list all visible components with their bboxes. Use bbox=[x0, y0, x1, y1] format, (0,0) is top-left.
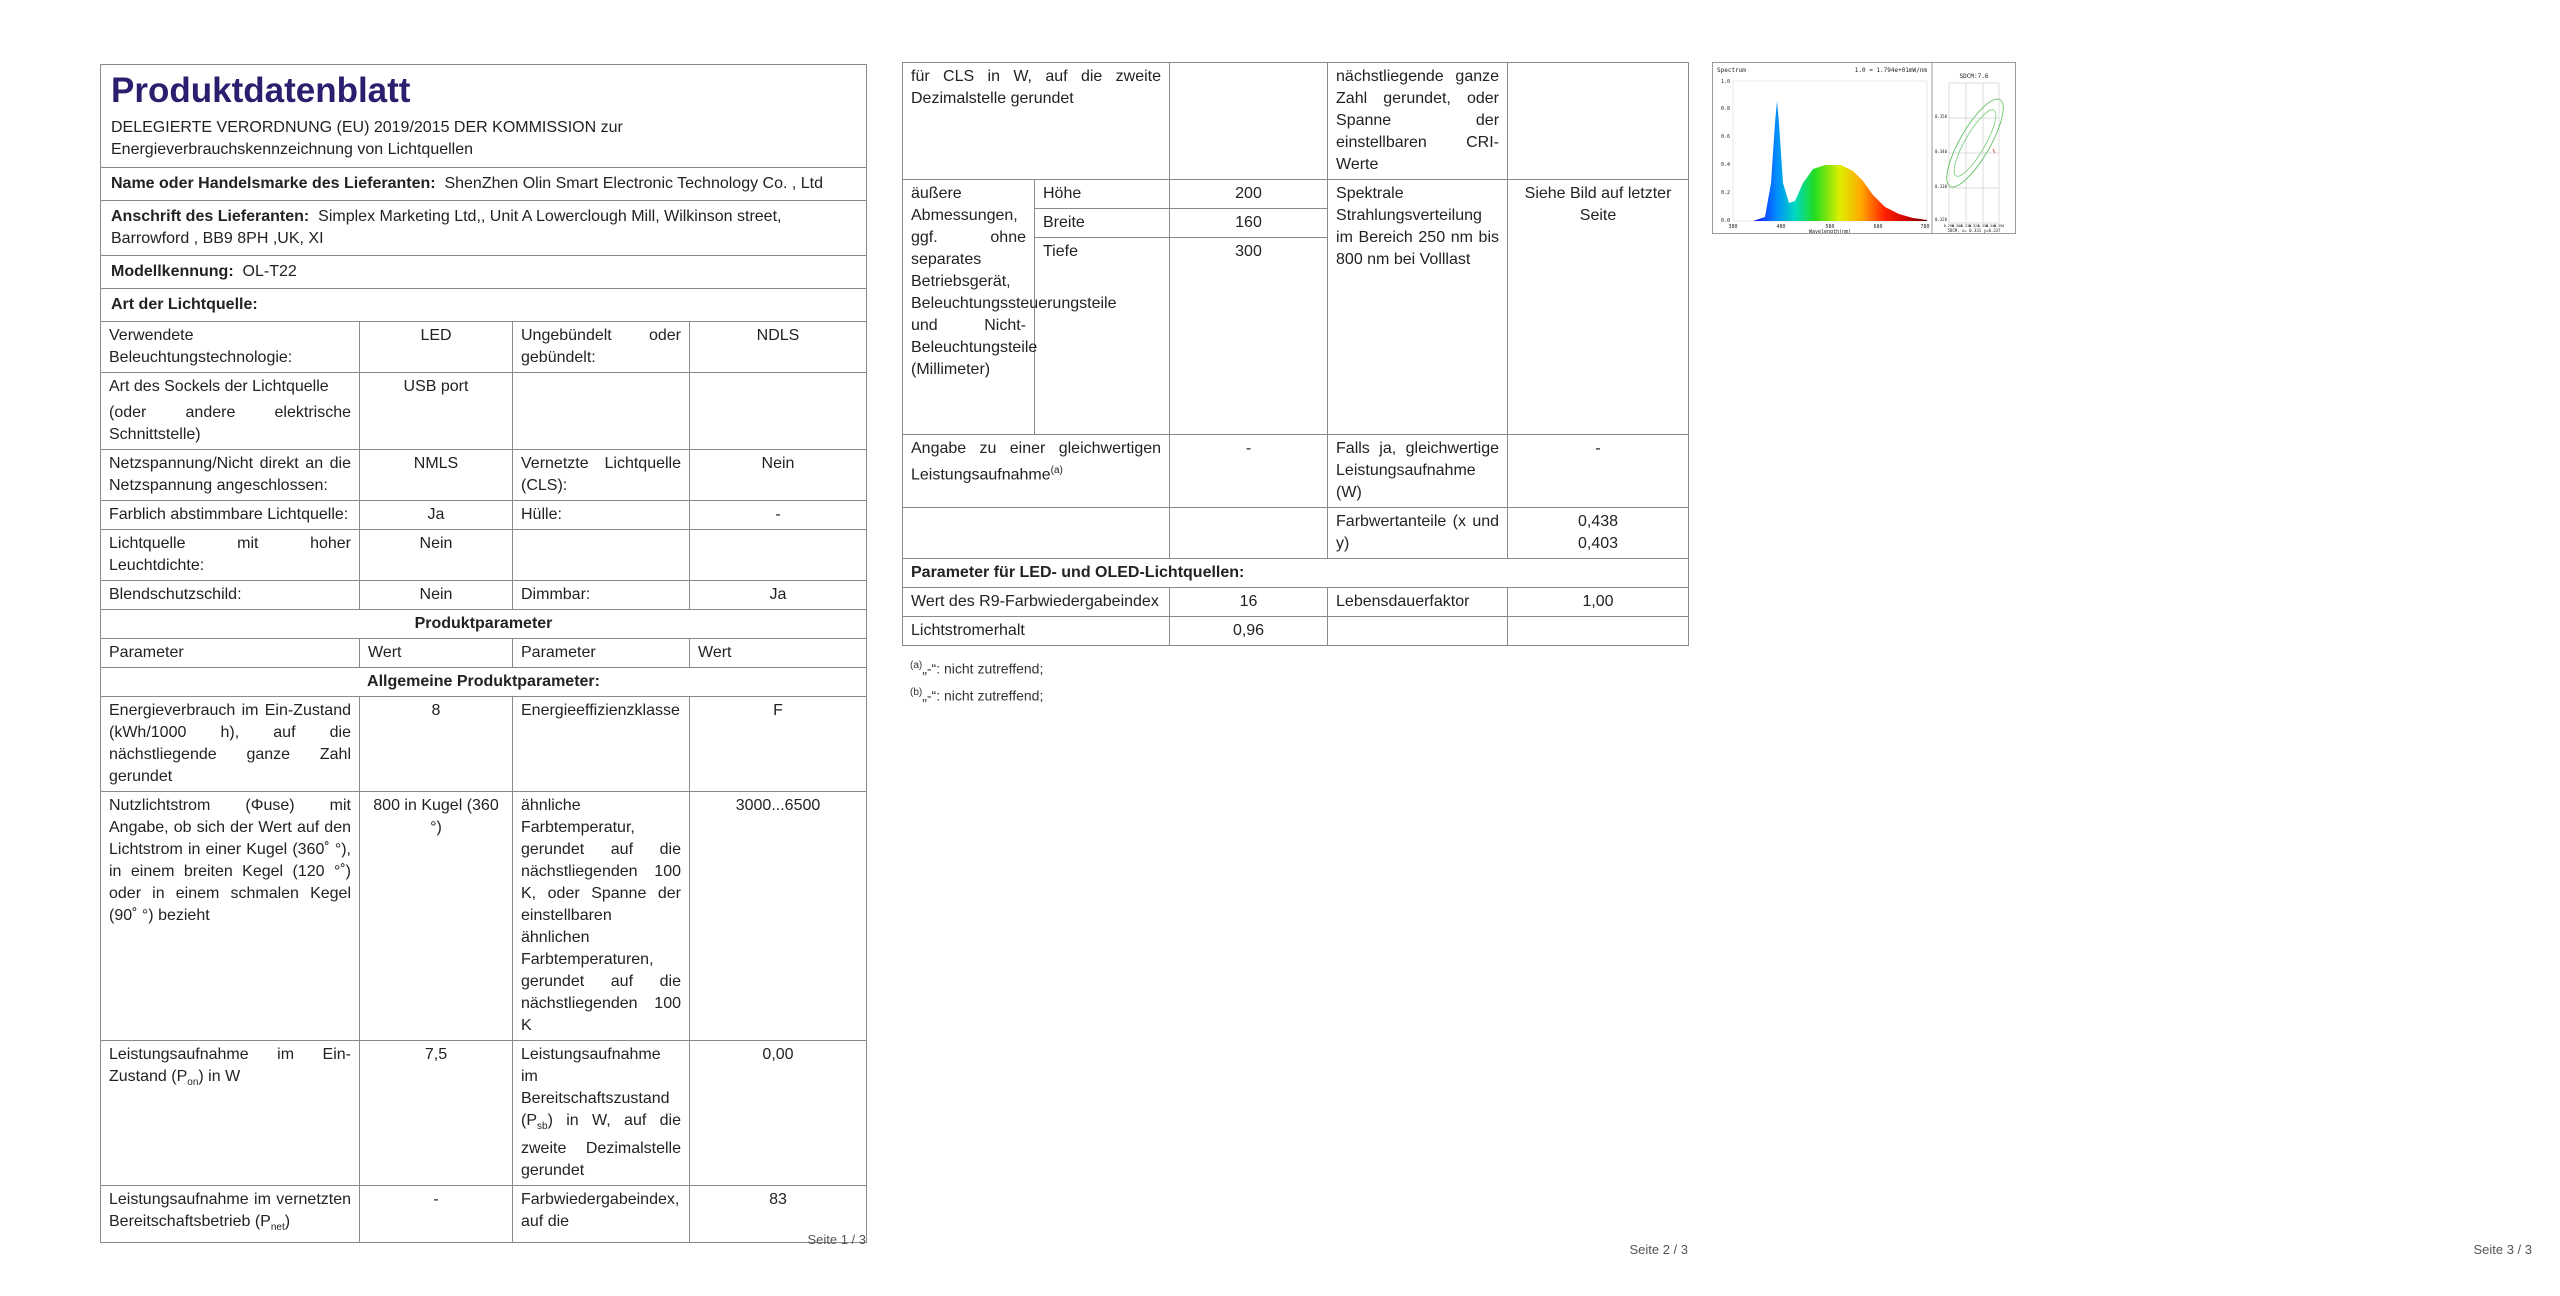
header-cell bbox=[101, 65, 867, 168]
cie-caption: 5DCM, x= 0.331 y=0.337 bbox=[1947, 228, 2001, 233]
cie-x-tick: 0.330 bbox=[1977, 224, 1989, 228]
page-3 bbox=[1712, 0, 2532, 1296]
chromaticity-label: Farbwertanteile (x und y) bbox=[1328, 508, 1508, 559]
empty-cell bbox=[1170, 508, 1328, 559]
depth-value: 300 bbox=[1170, 238, 1328, 435]
cls-label: Vernetzte Lichtquelle (CLS): bbox=[513, 450, 690, 501]
page-number: Seite 1 / 3 bbox=[807, 1232, 866, 1247]
power-standby-label bbox=[513, 1041, 690, 1186]
empty-cell bbox=[1508, 617, 1689, 646]
cls-value: Nein bbox=[690, 450, 867, 501]
power-standby-label-unit: ) in W, auf die zweite Dezimalstelle gerundet bbox=[521, 1112, 681, 1180]
datasheet-table-page-1 bbox=[100, 64, 867, 1243]
efficiency-class-value: F bbox=[690, 697, 867, 792]
cie-y-ticks bbox=[1935, 114, 1948, 222]
y-tick: 0.8 bbox=[1720, 106, 1730, 112]
color-tunable-value: Ja bbox=[360, 501, 513, 530]
tech-value: LED bbox=[360, 322, 513, 373]
cri-label: Farbwiedergabeindex, auf die bbox=[513, 1186, 690, 1243]
spectrum-readout: 1.0 = 1.794e+01mW/nm bbox=[1854, 67, 1927, 74]
energy-on-value: 8 bbox=[360, 697, 513, 792]
empty-cell bbox=[1508, 63, 1689, 180]
cri-value: 83 bbox=[690, 1186, 867, 1243]
y-tick: 0.0 bbox=[1720, 218, 1730, 224]
equivalent-power-value: - bbox=[1170, 435, 1328, 508]
socket-label-line2: (oder andere elektrische Schnittstelle) bbox=[109, 404, 351, 443]
footnotes bbox=[910, 656, 1043, 705]
footnote-b-mark: (b) bbox=[910, 686, 923, 698]
socket-value: USB port bbox=[360, 373, 513, 450]
supplier-row bbox=[101, 168, 867, 201]
lumen-maintenance-label: Lichtstromerhalt bbox=[903, 617, 1170, 646]
power-on-value: 7,5 bbox=[360, 1041, 513, 1186]
regulation-subtitle: DELEGIERTE VERORDNUNG (EU) 2019/2015 DER KOMMISSION zur Energieverbrauchskennzeichnung von Lichtquellen bbox=[111, 119, 623, 158]
general-params-heading: Allgemeine Produktparameter: bbox=[101, 668, 867, 697]
cie-y-tick: 0.350 bbox=[1934, 114, 1947, 119]
y-tick: 0.6 bbox=[1720, 134, 1730, 140]
cie-x-tick: 0.310 bbox=[1960, 224, 1972, 228]
power-on-subscript: on bbox=[187, 1077, 199, 1089]
y-tick: 0.2 bbox=[1720, 190, 1730, 196]
power-networked-label-text: Leistungsaufnahme im vernetzten Bereitschaftsbetrieb (P bbox=[109, 1191, 351, 1231]
power-networked-label bbox=[101, 1186, 360, 1243]
footnote-b-text: „-“: nicht zutreffend; bbox=[922, 687, 1044, 704]
glare-shield-label: Blendschutzschild: bbox=[101, 581, 360, 610]
high-luminance-label: Lichtquelle mit hoher Leuchtdichte: bbox=[101, 530, 360, 581]
depth-label: Tiefe bbox=[1035, 238, 1170, 435]
footnote-a-text: „-“: nicht zutreffend; bbox=[922, 660, 1044, 677]
x-axis-label: Wavelength(nm) bbox=[1808, 229, 1852, 233]
tech-label: Verwendete Beleuchtungstechnologie: bbox=[101, 322, 360, 373]
dimmable-value: Ja bbox=[690, 581, 867, 610]
networked-power-continued: für CLS in W, auf die zweite Dezimalstelle gerundet bbox=[903, 63, 1170, 180]
page-1 bbox=[100, 0, 866, 1296]
led-params-heading: Parameter für LED- und OLED-Lichtquellen: bbox=[903, 559, 1689, 588]
cie-x-tick: 0.320 bbox=[1968, 224, 1980, 228]
model-label: Modellkennung: bbox=[111, 263, 234, 280]
light-source-type-heading: Art der Lichtquelle: bbox=[101, 289, 867, 322]
x-tick: 580 bbox=[1825, 224, 1835, 230]
datasheet-table-page-2 bbox=[902, 62, 1689, 646]
page-number: Seite 3 / 3 bbox=[2473, 1242, 2532, 1257]
height-label: Höhe bbox=[1035, 180, 1170, 209]
empty-cell bbox=[1328, 617, 1508, 646]
height-value: 200 bbox=[1170, 180, 1328, 209]
survival-factor-value: 1,00 bbox=[1508, 588, 1689, 617]
x-tick: 480 bbox=[1776, 224, 1786, 230]
color-tunable-label: Farblich abstimmbare Lichtquelle: bbox=[101, 501, 360, 530]
envelope-value: - bbox=[690, 501, 867, 530]
address-value: Simplex Marketing Ltd,, Unit A Lowerclough Mill, Wilkinson street, Barrowford , BB9 8PH ,UK, XI bbox=[111, 208, 782, 247]
cri-continued: nächstliegende ganze Zahl gerundet, oder Spanne der einstellbaren CRI-Werte bbox=[1328, 63, 1508, 180]
col-header-param: Parameter bbox=[101, 639, 360, 668]
chromaticity-point bbox=[1993, 149, 1995, 153]
power-standby-value: 0,00 bbox=[690, 1041, 867, 1186]
cie-grid bbox=[1949, 83, 1999, 223]
power-standby-subscript: sb bbox=[537, 1121, 548, 1133]
glare-shield-value: Nein bbox=[360, 581, 513, 610]
power-standby-label-text: Leistungsaufnahme im Bereitschaftszustand (P bbox=[521, 1046, 670, 1129]
x-tick: 680 bbox=[1873, 224, 1883, 230]
bundled-value: NDLS bbox=[690, 322, 867, 373]
socket-label bbox=[101, 373, 360, 450]
dimensions-label: äußere Abmessungen, ggf. ohne separates Betriebsgerät, Beleuchtungssteuerungsteile und Nicht-Beleuchtungsteile (Millimeter) bbox=[903, 180, 1035, 435]
model-value: OL-T22 bbox=[242, 263, 297, 280]
width-label: Breite bbox=[1035, 209, 1170, 238]
mains-value: NMLS bbox=[360, 450, 513, 501]
empty-cell bbox=[690, 373, 867, 450]
empty-cell bbox=[1170, 63, 1328, 180]
chromaticity-values bbox=[1508, 508, 1689, 559]
spectrum-title: Spectrum bbox=[1717, 67, 1746, 74]
lumen-maintenance-value: 0,96 bbox=[1170, 617, 1328, 646]
model-row bbox=[101, 256, 867, 289]
address-label: Anschrift des Lieferanten: bbox=[111, 208, 310, 225]
cie-x-tick: 0.290 bbox=[1943, 224, 1955, 228]
width-value: 160 bbox=[1170, 209, 1328, 238]
chromaticity-y: 0,403 bbox=[1577, 535, 1619, 552]
cie-y-tick: 0.340 bbox=[1934, 149, 1947, 154]
spectrum-y-ticks bbox=[1721, 79, 1730, 224]
x-tick: 780 bbox=[1920, 224, 1930, 230]
power-networked-value: - bbox=[360, 1186, 513, 1243]
cie-x-tick: 0.340 bbox=[1985, 224, 1997, 228]
spectral-distribution-label: Spektrale Strahlungsverteilung im Bereich 250 nm bis 800 nm bei Volllast bbox=[1328, 180, 1508, 435]
useful-flux-label: Nutzlichtstrom (Φuse) mit Angabe, ob sich der Wert auf den Lichtstrom in einer Kugel (360˚ °), in einem breiten Kegel (120 °˚) oder in einem schmalen Kegel (90˚ °) bezieht bbox=[101, 792, 360, 1041]
spectrum-svg bbox=[1713, 63, 2015, 233]
cie-x-tick: 0.350 bbox=[1993, 224, 2005, 228]
col-header-value: Wert bbox=[360, 639, 513, 668]
useful-flux-value: 800 in Kugel (360 °) bbox=[360, 792, 513, 1041]
empty-cell bbox=[513, 373, 690, 450]
page-title: Produktdatenblatt bbox=[111, 71, 411, 110]
footnote-a bbox=[910, 656, 1043, 679]
equivalent-power-label bbox=[903, 435, 1170, 508]
socket-label-line1: Art des Sockels der Lichtquelle bbox=[109, 378, 329, 395]
power-on-label-text: Leistungsaufnahme im Ein-Zustand (P bbox=[109, 1046, 351, 1085]
supplier-value: ShenZhen Olin Smart Electronic Technology Co. , Ltd bbox=[444, 175, 824, 192]
footnote-b bbox=[910, 683, 1043, 706]
empty-cell bbox=[690, 530, 867, 581]
spectral-distribution-value: Siehe Bild auf letzter Seite bbox=[1508, 180, 1689, 435]
cie-y-tick: 0.320 bbox=[1934, 217, 1947, 222]
spectrum-curve bbox=[1733, 101, 1927, 221]
address-row bbox=[101, 201, 867, 256]
high-luminance-value: Nein bbox=[360, 530, 513, 581]
survival-factor-label: Lebensdauerfaktor bbox=[1328, 588, 1508, 617]
page-2 bbox=[902, 0, 1688, 1296]
cct-label: ähnliche Farbtemperatur, gerundet auf die nächstliegenden 100 K, oder Spanne der einstellbaren ähnlichen Farbtemperaturen, gerundet auf die nächstliegenden 100 K bbox=[513, 792, 690, 1041]
cie-y-tick: 0.330 bbox=[1934, 184, 1947, 189]
equivalent-power-watts-label: Falls ja, gleichwertige Leistungsaufnahme (W) bbox=[1328, 435, 1508, 508]
empty-cell bbox=[513, 530, 690, 581]
power-on-label-unit: ) in W bbox=[198, 1068, 241, 1085]
power-networked-label-end: ) bbox=[284, 1213, 291, 1231]
energy-on-label: Energieverbrauch im Ein-Zustand (kWh/1000 h), auf die nächstliegende ganze Zahl gerundet bbox=[101, 697, 360, 792]
power-on-label bbox=[101, 1041, 360, 1186]
cie-title: SDCM:7.6 bbox=[1959, 73, 1989, 80]
cct-value: 3000...6500 bbox=[690, 792, 867, 1041]
mains-label: Netzspannung/Nicht direkt an die Netzspannung angeschlossen: bbox=[101, 450, 360, 501]
equivalent-power-footnote-mark: (a) bbox=[1050, 465, 1063, 476]
efficiency-class-label: Energieeffizienzklasse bbox=[513, 697, 690, 792]
r9-value: 16 bbox=[1170, 588, 1328, 617]
chromaticity-x: 0,438 bbox=[1577, 513, 1619, 530]
dimmable-label: Dimmbar: bbox=[513, 581, 690, 610]
x-tick: 380 bbox=[1728, 224, 1738, 230]
spectrum-chart bbox=[1712, 62, 2016, 234]
cie-x-tick: 0.300 bbox=[1951, 224, 1963, 228]
equivalent-power-label-text: Angabe zu einer gleichwertigen Leistungsaufnahme bbox=[911, 440, 1162, 484]
supplier-label: Name oder Handelsmarke des Lieferanten: bbox=[111, 175, 436, 192]
col-header-value: Wert bbox=[690, 639, 867, 668]
r9-label: Wert des R9-Farbwiedergabeindex bbox=[903, 588, 1170, 617]
y-tick: 0.4 bbox=[1720, 162, 1730, 168]
y-tick: 1.0 bbox=[1720, 79, 1730, 85]
power-networked-subscript: net bbox=[270, 1222, 285, 1234]
col-header-param: Parameter bbox=[513, 639, 690, 668]
envelope-label: Hülle: bbox=[513, 501, 690, 530]
page-number: Seite 2 / 3 bbox=[1629, 1242, 1688, 1257]
equivalent-power-watts-value: - bbox=[1508, 435, 1689, 508]
footnote-a-mark: (a) bbox=[910, 660, 923, 671]
macadam-ellipse-outer bbox=[1934, 92, 2013, 194]
empty-cell bbox=[903, 508, 1170, 559]
product-params-heading: Produktparameter bbox=[101, 610, 867, 639]
bundled-label: Ungebündelt oder gebündelt: bbox=[513, 322, 690, 373]
